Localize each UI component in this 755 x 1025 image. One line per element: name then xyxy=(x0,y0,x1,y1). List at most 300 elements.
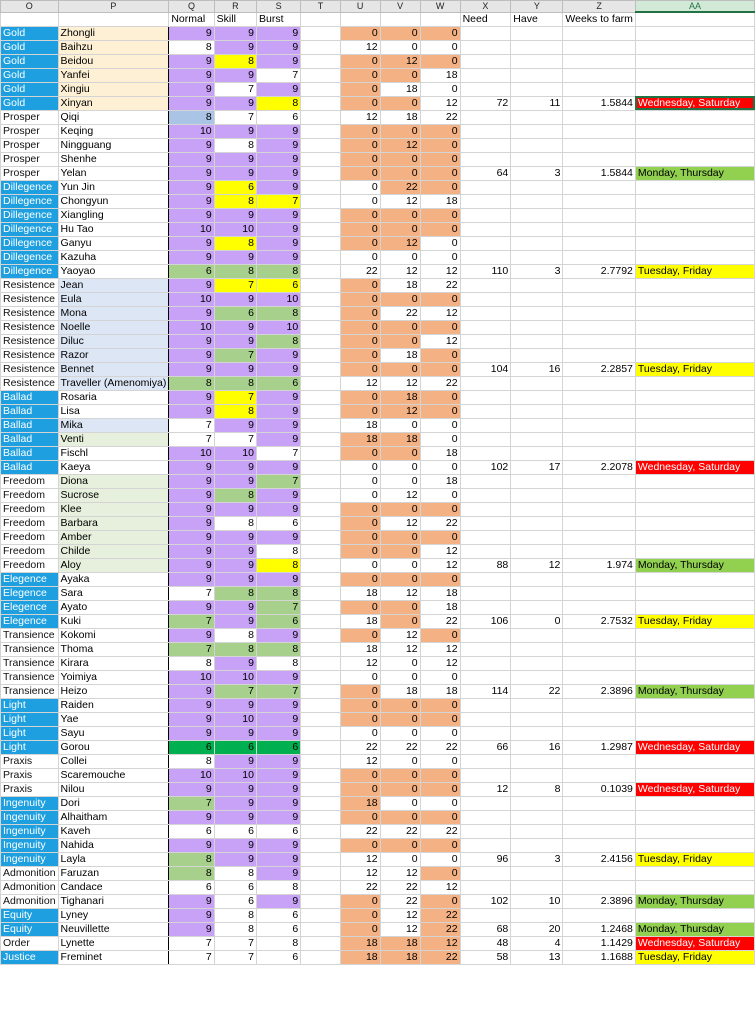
talent-q-cell[interactable]: 9 xyxy=(169,348,214,362)
region-cell[interactable]: Ingenuity xyxy=(1,838,59,852)
material-u-cell[interactable]: 0 xyxy=(340,558,380,572)
region-cell[interactable]: Freedom xyxy=(1,488,59,502)
material-u-cell[interactable]: 0 xyxy=(340,502,380,516)
material-u-cell[interactable]: 0 xyxy=(340,922,380,936)
material-u-cell[interactable]: 0 xyxy=(340,348,380,362)
need-cell[interactable]: 12 xyxy=(460,782,511,796)
region-cell[interactable]: Prosper xyxy=(1,152,59,166)
talent-s-cell[interactable]: 8 xyxy=(256,264,300,278)
character-name-cell[interactable]: Yoimiya xyxy=(58,670,169,684)
talent-s-cell[interactable]: 9 xyxy=(256,838,300,852)
material-u-cell[interactable]: 12 xyxy=(340,852,380,866)
talent-q-cell[interactable]: 9 xyxy=(169,208,214,222)
character-name-cell[interactable]: Raiden xyxy=(58,698,169,712)
weeks-cell[interactable] xyxy=(563,670,636,684)
talent-q-cell[interactable]: 9 xyxy=(169,68,214,82)
weeks-cell[interactable] xyxy=(563,810,636,824)
region-cell[interactable]: Freedom xyxy=(1,544,59,558)
header-y[interactable]: Have xyxy=(511,12,563,26)
have-cell[interactable] xyxy=(511,222,563,236)
character-name-cell[interactable]: Chongyun xyxy=(58,194,169,208)
material-u-cell[interactable]: 0 xyxy=(340,404,380,418)
talent-r-cell[interactable]: 8 xyxy=(214,194,256,208)
need-cell[interactable]: 110 xyxy=(460,264,511,278)
material-u-cell[interactable]: 0 xyxy=(340,908,380,922)
material-w-cell[interactable]: 0 xyxy=(420,124,460,138)
farm-days-cell[interactable] xyxy=(635,502,754,516)
region-cell[interactable]: Resistence xyxy=(1,376,59,390)
need-cell[interactable] xyxy=(460,586,511,600)
farm-days-cell[interactable]: Wednesday, Saturday xyxy=(635,782,754,796)
region-cell[interactable]: Prosper xyxy=(1,166,59,180)
weeks-cell[interactable] xyxy=(563,530,636,544)
weeks-cell[interactable]: 1.5844 xyxy=(563,166,636,180)
talent-r-cell[interactable]: 8 xyxy=(214,138,256,152)
need-cell[interactable] xyxy=(460,642,511,656)
empty-cell-t[interactable] xyxy=(301,124,341,138)
character-name-cell[interactable]: Barbara xyxy=(58,516,169,530)
talent-q-cell[interactable]: 10 xyxy=(169,320,214,334)
character-name-cell[interactable]: Keqing xyxy=(58,124,169,138)
need-cell[interactable] xyxy=(460,600,511,614)
character-name-cell[interactable]: Xinyan xyxy=(58,96,169,110)
talent-r-cell[interactable]: 8 xyxy=(214,908,256,922)
material-w-cell[interactable]: 12 xyxy=(420,656,460,670)
material-w-cell[interactable]: 0 xyxy=(420,404,460,418)
weeks-cell[interactable] xyxy=(563,796,636,810)
material-u-cell[interactable]: 0 xyxy=(340,96,380,110)
need-cell[interactable]: 102 xyxy=(460,894,511,908)
material-v-cell[interactable]: 12 xyxy=(380,908,420,922)
talent-r-cell[interactable]: 9 xyxy=(214,96,256,110)
region-cell[interactable]: Praxis xyxy=(1,754,59,768)
need-cell[interactable] xyxy=(460,670,511,684)
material-u-cell[interactable]: 0 xyxy=(340,68,380,82)
talent-r-cell[interactable]: 9 xyxy=(214,656,256,670)
material-w-cell[interactable]: 18 xyxy=(420,68,460,82)
talent-s-cell[interactable]: 8 xyxy=(256,656,300,670)
talent-q-cell[interactable]: 9 xyxy=(169,166,214,180)
material-w-cell[interactable]: 0 xyxy=(420,222,460,236)
weeks-cell[interactable] xyxy=(563,68,636,82)
empty-cell-t[interactable] xyxy=(301,726,341,740)
region-cell[interactable]: Freedom xyxy=(1,530,59,544)
talent-q-cell[interactable]: 9 xyxy=(169,138,214,152)
region-cell[interactable]: Resistence xyxy=(1,292,59,306)
have-cell[interactable] xyxy=(511,838,563,852)
need-cell[interactable] xyxy=(460,222,511,236)
need-cell[interactable] xyxy=(460,54,511,68)
region-cell[interactable]: Elegence xyxy=(1,614,59,628)
talent-q-cell[interactable]: 9 xyxy=(169,726,214,740)
weeks-cell[interactable] xyxy=(563,390,636,404)
region-cell[interactable]: Transience xyxy=(1,628,59,642)
character-name-cell[interactable]: Amber xyxy=(58,530,169,544)
empty-cell-t[interactable] xyxy=(301,516,341,530)
farm-days-cell[interactable] xyxy=(635,250,754,264)
farm-days-cell[interactable] xyxy=(635,488,754,502)
character-name-cell[interactable]: Alhaitham xyxy=(58,810,169,824)
talent-q-cell[interactable]: 7 xyxy=(169,936,214,950)
character-name-cell[interactable]: Baihzu xyxy=(58,40,169,54)
region-cell[interactable]: Freedom xyxy=(1,558,59,572)
talent-r-cell[interactable]: 7 xyxy=(214,110,256,124)
talent-q-cell[interactable]: 9 xyxy=(169,810,214,824)
header-v[interactable] xyxy=(380,12,420,26)
region-cell[interactable]: Resistence xyxy=(1,278,59,292)
empty-cell-t[interactable] xyxy=(301,754,341,768)
material-w-cell[interactable]: 0 xyxy=(420,138,460,152)
character-name-cell[interactable]: Ayaka xyxy=(58,572,169,586)
material-v-cell[interactable]: 0 xyxy=(380,222,420,236)
empty-cell-t[interactable] xyxy=(301,138,341,152)
talent-q-cell[interactable]: 9 xyxy=(169,334,214,348)
weeks-cell[interactable] xyxy=(563,698,636,712)
material-v-cell[interactable]: 12 xyxy=(380,516,420,530)
farm-days-cell[interactable] xyxy=(635,82,754,96)
weeks-cell[interactable]: 1.5844 xyxy=(563,96,636,110)
column-header-u[interactable]: U xyxy=(340,1,380,13)
have-cell[interactable] xyxy=(511,628,563,642)
region-cell[interactable]: Resistence xyxy=(1,334,59,348)
have-cell[interactable] xyxy=(511,348,563,362)
talent-r-cell[interactable]: 8 xyxy=(214,404,256,418)
material-w-cell[interactable]: 0 xyxy=(420,390,460,404)
talent-q-cell[interactable]: 10 xyxy=(169,124,214,138)
talent-q-cell[interactable]: 8 xyxy=(169,40,214,54)
talent-q-cell[interactable]: 9 xyxy=(169,712,214,726)
character-name-cell[interactable]: Childe xyxy=(58,544,169,558)
header-aa[interactable] xyxy=(635,12,754,26)
character-name-cell[interactable]: Mona xyxy=(58,306,169,320)
region-cell[interactable]: Gold xyxy=(1,54,59,68)
material-u-cell[interactable]: 0 xyxy=(340,124,380,138)
material-v-cell[interactable]: 0 xyxy=(380,474,420,488)
talent-s-cell[interactable]: 8 xyxy=(256,334,300,348)
empty-cell-t[interactable] xyxy=(301,208,341,222)
character-name-cell[interactable]: Xiangling xyxy=(58,208,169,222)
empty-cell-t[interactable] xyxy=(301,264,341,278)
talent-q-cell[interactable]: 6 xyxy=(169,824,214,838)
region-cell[interactable]: Admonition xyxy=(1,866,59,880)
empty-cell-t[interactable] xyxy=(301,320,341,334)
region-cell[interactable]: Freedom xyxy=(1,474,59,488)
need-cell[interactable] xyxy=(460,530,511,544)
material-u-cell[interactable]: 0 xyxy=(340,474,380,488)
talent-r-cell[interactable]: 10 xyxy=(214,768,256,782)
need-cell[interactable] xyxy=(460,278,511,292)
header-r[interactable]: Skill xyxy=(214,12,256,26)
farm-days-cell[interactable] xyxy=(635,754,754,768)
material-v-cell[interactable]: 0 xyxy=(380,418,420,432)
material-u-cell[interactable]: 0 xyxy=(340,362,380,376)
talent-s-cell[interactable]: 9 xyxy=(256,82,300,96)
need-cell[interactable] xyxy=(460,376,511,390)
talent-s-cell[interactable]: 9 xyxy=(256,418,300,432)
region-cell[interactable]: Admonition xyxy=(1,880,59,894)
have-cell[interactable] xyxy=(511,40,563,54)
material-v-cell[interactable]: 18 xyxy=(380,936,420,950)
material-v-cell[interactable]: 0 xyxy=(380,782,420,796)
empty-cell-t[interactable] xyxy=(301,488,341,502)
material-v-cell[interactable]: 0 xyxy=(380,852,420,866)
character-name-cell[interactable]: Heizo xyxy=(58,684,169,698)
need-cell[interactable] xyxy=(460,726,511,740)
talent-s-cell[interactable]: 7 xyxy=(256,68,300,82)
empty-cell-t[interactable] xyxy=(301,600,341,614)
talent-q-cell[interactable]: 9 xyxy=(169,96,214,110)
farm-days-cell[interactable] xyxy=(635,726,754,740)
have-cell[interactable] xyxy=(511,292,563,306)
need-cell[interactable]: 58 xyxy=(460,950,511,964)
weeks-cell[interactable] xyxy=(563,292,636,306)
talent-s-cell[interactable]: 7 xyxy=(256,446,300,460)
farm-days-cell[interactable] xyxy=(635,880,754,894)
have-cell[interactable] xyxy=(511,68,563,82)
empty-cell-t[interactable] xyxy=(301,362,341,376)
have-cell[interactable]: 10 xyxy=(511,894,563,908)
have-cell[interactable] xyxy=(511,516,563,530)
weeks-cell[interactable] xyxy=(563,124,636,138)
need-cell[interactable] xyxy=(460,838,511,852)
talent-r-cell[interactable]: 7 xyxy=(214,348,256,362)
material-w-cell[interactable]: 12 xyxy=(420,558,460,572)
region-cell[interactable]: Ballad xyxy=(1,460,59,474)
need-cell[interactable] xyxy=(460,880,511,894)
material-v-cell[interactable]: 0 xyxy=(380,768,420,782)
talent-s-cell[interactable]: 9 xyxy=(256,40,300,54)
need-cell[interactable] xyxy=(460,334,511,348)
have-cell[interactable] xyxy=(511,866,563,880)
talent-r-cell[interactable]: 7 xyxy=(214,936,256,950)
talent-q-cell[interactable]: 9 xyxy=(169,698,214,712)
character-name-cell[interactable]: Yaoyao xyxy=(58,264,169,278)
talent-r-cell[interactable]: 10 xyxy=(214,446,256,460)
talent-r-cell[interactable]: 9 xyxy=(214,334,256,348)
talent-s-cell[interactable]: 8 xyxy=(256,96,300,110)
character-name-cell[interactable]: Rosaria xyxy=(58,390,169,404)
empty-cell-t[interactable] xyxy=(301,824,341,838)
talent-r-cell[interactable]: 9 xyxy=(214,502,256,516)
farm-days-cell[interactable]: Wednesday, Saturday xyxy=(635,936,754,950)
need-cell[interactable] xyxy=(460,418,511,432)
farm-days-cell[interactable]: Wednesday, Saturday xyxy=(635,96,754,110)
talent-r-cell[interactable]: 7 xyxy=(214,950,256,964)
have-cell[interactable]: 3 xyxy=(511,264,563,278)
farm-days-cell[interactable] xyxy=(635,418,754,432)
farm-days-cell[interactable] xyxy=(635,712,754,726)
weeks-cell[interactable] xyxy=(563,82,636,96)
need-cell[interactable] xyxy=(460,208,511,222)
talent-q-cell[interactable]: 6 xyxy=(169,264,214,278)
region-cell[interactable]: Freedom xyxy=(1,516,59,530)
have-cell[interactable] xyxy=(511,390,563,404)
region-cell[interactable]: Light xyxy=(1,698,59,712)
talent-r-cell[interactable]: 8 xyxy=(214,922,256,936)
empty-cell-t[interactable] xyxy=(301,54,341,68)
talent-r-cell[interactable]: 7 xyxy=(214,684,256,698)
material-u-cell[interactable]: 0 xyxy=(340,460,380,474)
character-name-cell[interactable]: Nahida xyxy=(58,838,169,852)
need-cell[interactable]: 102 xyxy=(460,460,511,474)
region-cell[interactable]: Gold xyxy=(1,40,59,54)
weeks-cell[interactable] xyxy=(563,824,636,838)
material-v-cell[interactable]: 12 xyxy=(380,866,420,880)
material-v-cell[interactable]: 0 xyxy=(380,320,420,334)
material-w-cell[interactable]: 0 xyxy=(420,180,460,194)
talent-r-cell[interactable]: 9 xyxy=(214,166,256,180)
material-w-cell[interactable]: 12 xyxy=(420,936,460,950)
region-cell[interactable]: Gold xyxy=(1,82,59,96)
talent-q-cell[interactable]: 10 xyxy=(169,292,214,306)
empty-cell-t[interactable] xyxy=(301,334,341,348)
need-cell[interactable]: 64 xyxy=(460,166,511,180)
farm-days-cell[interactable]: Wednesday, Saturday xyxy=(635,740,754,754)
need-cell[interactable] xyxy=(460,824,511,838)
talent-r-cell[interactable]: 9 xyxy=(214,852,256,866)
need-cell[interactable] xyxy=(460,908,511,922)
material-u-cell[interactable]: 0 xyxy=(340,516,380,530)
talent-s-cell[interactable]: 6 xyxy=(256,376,300,390)
material-w-cell[interactable]: 12 xyxy=(420,96,460,110)
farm-days-cell[interactable] xyxy=(635,334,754,348)
have-cell[interactable]: 4 xyxy=(511,936,563,950)
material-u-cell[interactable]: 0 xyxy=(340,390,380,404)
talent-s-cell[interactable]: 9 xyxy=(256,348,300,362)
empty-cell-t[interactable] xyxy=(301,894,341,908)
empty-cell-t[interactable] xyxy=(301,950,341,964)
talent-q-cell[interactable]: 9 xyxy=(169,558,214,572)
region-cell[interactable]: Gold xyxy=(1,68,59,82)
character-name-cell[interactable]: Mika xyxy=(58,418,169,432)
weeks-cell[interactable] xyxy=(563,838,636,852)
material-v-cell[interactable]: 22 xyxy=(380,880,420,894)
weeks-cell[interactable] xyxy=(563,404,636,418)
farm-days-cell[interactable] xyxy=(635,26,754,40)
farm-days-cell[interactable] xyxy=(635,908,754,922)
empty-cell-t[interactable] xyxy=(301,768,341,782)
character-name-cell[interactable]: Hu Tao xyxy=(58,222,169,236)
talent-s-cell[interactable]: 9 xyxy=(256,152,300,166)
farm-days-cell[interactable] xyxy=(635,838,754,852)
material-v-cell[interactable]: 0 xyxy=(380,810,420,824)
talent-s-cell[interactable]: 8 xyxy=(256,306,300,320)
talent-s-cell[interactable]: 9 xyxy=(256,54,300,68)
weeks-cell[interactable] xyxy=(563,586,636,600)
weeks-cell[interactable] xyxy=(563,628,636,642)
material-w-cell[interactable]: 18 xyxy=(420,600,460,614)
have-cell[interactable] xyxy=(511,138,563,152)
region-cell[interactable]: Resistence xyxy=(1,362,59,376)
farm-days-cell[interactable] xyxy=(635,138,754,152)
region-cell[interactable]: Ingenuity xyxy=(1,852,59,866)
have-cell[interactable] xyxy=(511,446,563,460)
farm-days-cell[interactable] xyxy=(635,292,754,306)
material-v-cell[interactable]: 0 xyxy=(380,446,420,460)
have-cell[interactable] xyxy=(511,530,563,544)
need-cell[interactable] xyxy=(460,474,511,488)
talent-r-cell[interactable]: 9 xyxy=(214,152,256,166)
talent-s-cell[interactable]: 6 xyxy=(256,110,300,124)
talent-q-cell[interactable]: 9 xyxy=(169,516,214,530)
weeks-cell[interactable]: 2.2857 xyxy=(563,362,636,376)
weeks-cell[interactable] xyxy=(563,250,636,264)
material-w-cell[interactable]: 0 xyxy=(420,572,460,586)
character-name-cell[interactable]: Thoma xyxy=(58,642,169,656)
farm-days-cell[interactable] xyxy=(635,698,754,712)
material-v-cell[interactable]: 0 xyxy=(380,754,420,768)
talent-s-cell[interactable]: 9 xyxy=(256,208,300,222)
need-cell[interactable] xyxy=(460,68,511,82)
material-v-cell[interactable]: 0 xyxy=(380,124,420,138)
material-u-cell[interactable]: 0 xyxy=(340,712,380,726)
weeks-cell[interactable] xyxy=(563,194,636,208)
talent-q-cell[interactable]: 6 xyxy=(169,880,214,894)
have-cell[interactable] xyxy=(511,586,563,600)
talent-q-cell[interactable]: 9 xyxy=(169,152,214,166)
material-u-cell[interactable]: 22 xyxy=(340,740,380,754)
farm-days-cell[interactable] xyxy=(635,68,754,82)
talent-q-cell[interactable]: 9 xyxy=(169,628,214,642)
character-name-cell[interactable]: Aloy xyxy=(58,558,169,572)
farm-days-cell[interactable] xyxy=(635,110,754,124)
material-w-cell[interactable]: 0 xyxy=(420,768,460,782)
character-name-cell[interactable]: Kuki xyxy=(58,614,169,628)
need-cell[interactable] xyxy=(460,432,511,446)
talent-q-cell[interactable]: 6 xyxy=(169,740,214,754)
have-cell[interactable]: 0 xyxy=(511,614,563,628)
talent-r-cell[interactable]: 9 xyxy=(214,362,256,376)
material-u-cell[interactable]: 12 xyxy=(340,754,380,768)
talent-q-cell[interactable]: 7 xyxy=(169,614,214,628)
material-u-cell[interactable]: 22 xyxy=(340,264,380,278)
farm-days-cell[interactable] xyxy=(635,194,754,208)
material-v-cell[interactable]: 0 xyxy=(380,68,420,82)
farm-days-cell[interactable]: Tuesday, Friday xyxy=(635,852,754,866)
material-u-cell[interactable]: 12 xyxy=(340,110,380,124)
region-cell[interactable]: Dillegence xyxy=(1,180,59,194)
character-name-cell[interactable]: Venti xyxy=(58,432,169,446)
column-header-w[interactable]: W xyxy=(420,1,460,13)
material-v-cell[interactable]: 18 xyxy=(380,82,420,96)
region-cell[interactable]: Dillegence xyxy=(1,264,59,278)
weeks-cell[interactable] xyxy=(563,320,636,334)
need-cell[interactable] xyxy=(460,796,511,810)
material-w-cell[interactable]: 22 xyxy=(420,922,460,936)
weeks-cell[interactable]: 2.3896 xyxy=(563,684,636,698)
empty-cell-t[interactable] xyxy=(301,782,341,796)
material-u-cell[interactable]: 0 xyxy=(340,152,380,166)
talent-q-cell[interactable]: 9 xyxy=(169,544,214,558)
empty-cell-t[interactable] xyxy=(301,614,341,628)
material-u-cell[interactable]: 0 xyxy=(340,236,380,250)
material-u-cell[interactable]: 0 xyxy=(340,334,380,348)
weeks-cell[interactable] xyxy=(563,544,636,558)
empty-cell-t[interactable] xyxy=(301,936,341,950)
talent-q-cell[interactable]: 9 xyxy=(169,390,214,404)
farm-days-cell[interactable] xyxy=(635,824,754,838)
column-header-o[interactable]: O xyxy=(1,1,59,13)
material-u-cell[interactable]: 0 xyxy=(340,768,380,782)
material-v-cell[interactable]: 18 xyxy=(380,390,420,404)
material-w-cell[interactable]: 0 xyxy=(420,810,460,824)
need-cell[interactable] xyxy=(460,698,511,712)
character-name-cell[interactable]: Kazuha xyxy=(58,250,169,264)
material-w-cell[interactable]: 12 xyxy=(420,544,460,558)
material-w-cell[interactable]: 0 xyxy=(420,40,460,54)
talent-s-cell[interactable]: 9 xyxy=(256,488,300,502)
material-u-cell[interactable]: 0 xyxy=(340,292,380,306)
